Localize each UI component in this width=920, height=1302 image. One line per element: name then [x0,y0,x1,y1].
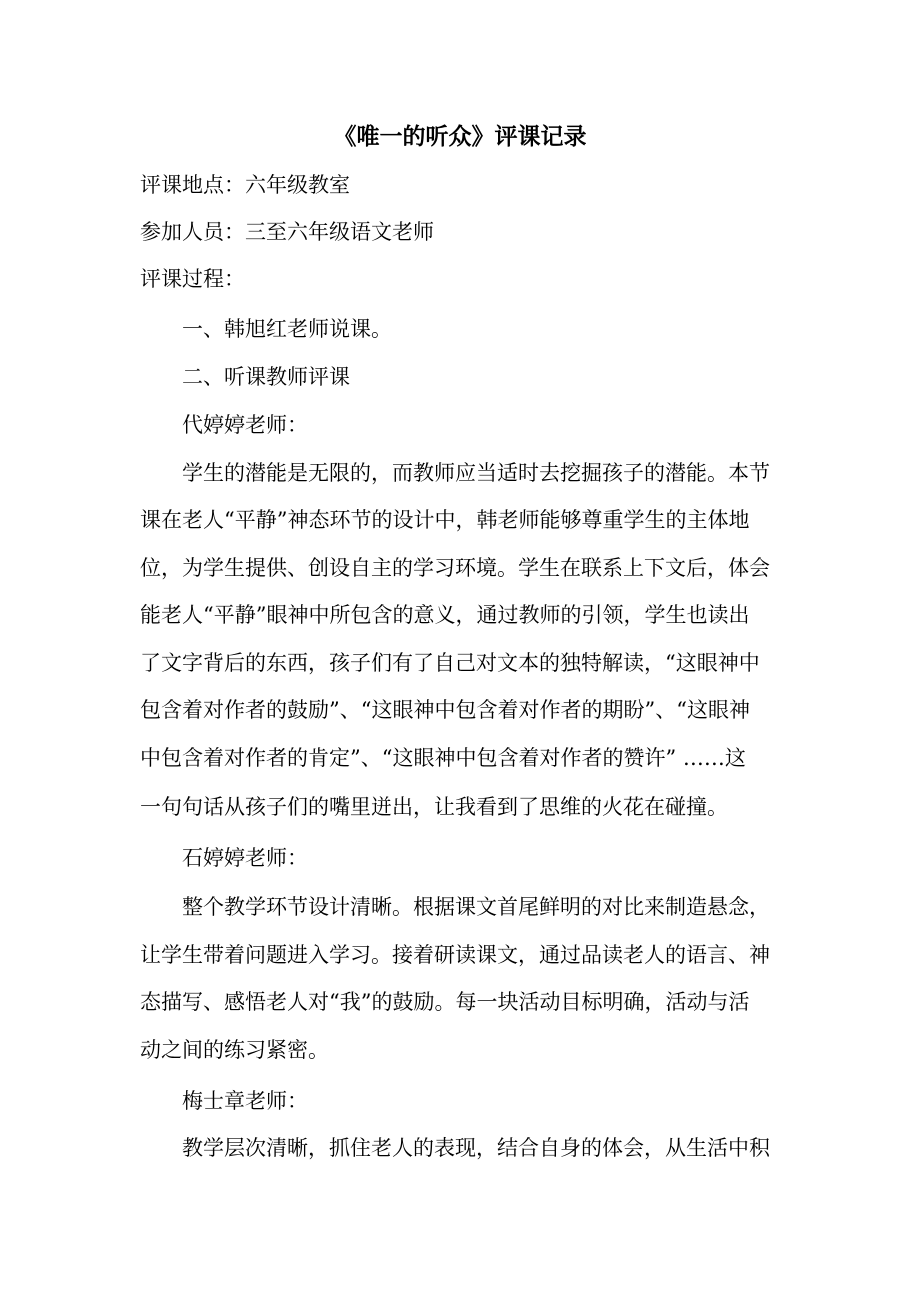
reviewer-2-name: 石婷婷老师： [182,846,308,870]
reviewer-1-line: 中包含着对作者的肯定”、“这眼神中包含着对作者的赞许” ……这 [140,746,746,770]
location-line: 评课地点：六年级教室 [140,173,350,197]
reviewer-1-line: 能老人“平静”眼神中所包含的意义，通过教师的引领，学生也读出 [140,603,750,627]
step-1: 一、韩旭红老师说课。 [182,317,392,341]
reviewer-2-line: 让学生带着问题进入学习。接着研读课文，通过品读老人的语言、神 [140,943,770,967]
step-2: 二、听课教师评课 [182,365,350,389]
document-title: 《唯一的听众》评课记录 [333,124,587,150]
reviewer-2-line: 整个教学环节设计清晰。根据课文首尾鲜明的对比来制造悬念， [182,895,770,919]
process-label: 评课过程： [140,267,245,291]
reviewer-1-line: 学生的潜能是无限的，而教师应当适时去挖掘孩子的潜能。本节 [182,461,770,485]
reviewer-1-line: 课在老人“平静”神态环节的设计中，韩老师能够尊重学生的主体地 [140,508,750,532]
reviewer-1-line: 一句句话从孩子们的嘴里迸出，让我看到了思维的火花在碰撞。 [140,795,728,819]
participants-line: 参加人员：三至六年级语文老师 [140,220,434,244]
reviewer-1-line: 了文字背后的东西，孩子们有了自己对文本的独特解读，“这眼神中 [140,651,760,675]
reviewer-1-line: 包含着对作者的鼓励”、“这眼神中包含着对作者的期盼”、“这眼神 [140,698,750,722]
reviewer-2-line: 动之间的练习紧密。 [140,1038,329,1062]
reviewer-1-line: 位，为学生提供、创设自主的学习环境。学生在联系上下文后，体会 [140,556,770,580]
reviewer-1-name: 代婷婷老师： [182,413,308,437]
reviewer-3-line: 教学层次清晰，抓住老人的表现，结合自身的体会，从生活中积 [182,1136,770,1160]
reviewer-3-name: 梅士章老师： [182,1089,308,1113]
reviewer-2-line: 态描写、感悟老人对“我”的鼓励。每一块活动目标明确，活动与活 [140,990,750,1014]
